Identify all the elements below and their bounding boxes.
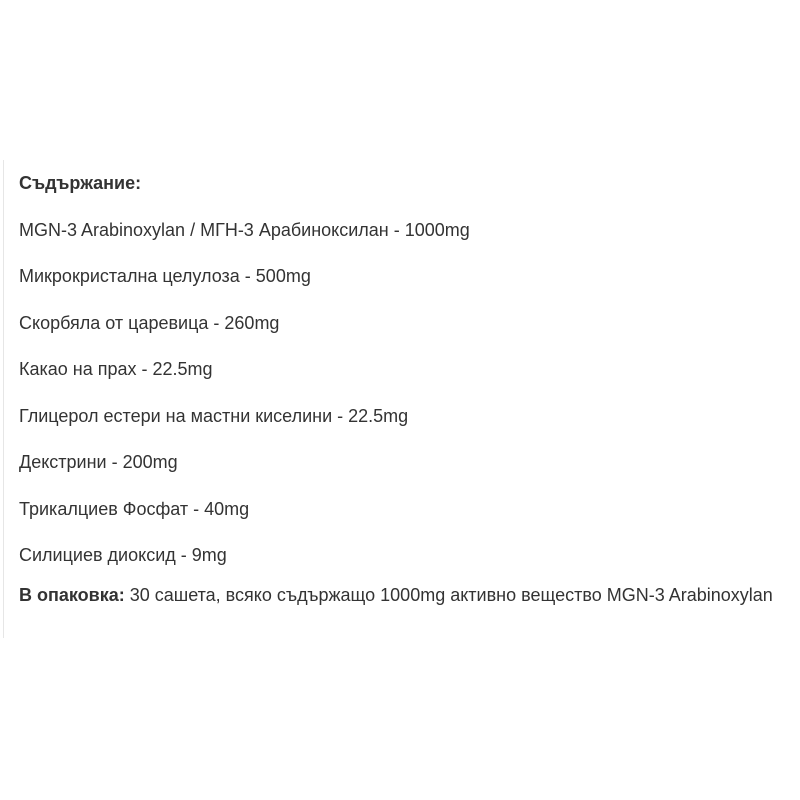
ingredient-item: Декстрини - 200mg bbox=[19, 452, 178, 472]
ingredient-item: MGN-3 Arabinoxylan / МГН-3 Арабиноксилан - 1000mg bbox=[19, 219, 470, 240]
left-border-rule bbox=[3, 160, 4, 638]
ingredient-item: Скорбяла от царевица - 260mg bbox=[19, 312, 280, 333]
ingredient-item: Микрокристална целулоза - 500mg bbox=[19, 266, 311, 286]
package-description: 30 сашета, всяко съдържащо 1000mg активно вещество MGN-3 Arabinoxylan bbox=[124, 585, 773, 605]
ingredient-item: Какао на прах - 22.5mg bbox=[19, 359, 213, 379]
content-heading: Съдържание: bbox=[19, 173, 142, 193]
ingredients-list bbox=[19, 219, 785, 568]
ingredient-item: Глицерол естери на мастни киселини - 22.5mg bbox=[19, 405, 409, 426]
package-info bbox=[19, 584, 785, 607]
ingredient-item: Силициев диоксид - 9mg bbox=[19, 545, 227, 565]
package-label: В опаковка: bbox=[19, 585, 125, 605]
product-content-section bbox=[19, 171, 785, 625]
ingredient-item: Трикалциев Фосфат - 40mg bbox=[19, 498, 250, 519]
